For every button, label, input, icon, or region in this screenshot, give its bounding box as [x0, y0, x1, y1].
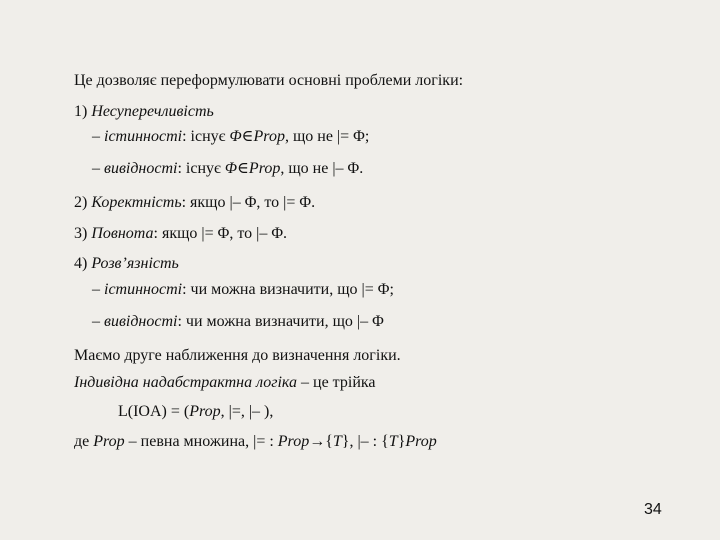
formula-pre: L(IOA) = ( — [118, 403, 190, 420]
prop-symbol: Prop — [93, 433, 125, 450]
where-mid: – певна множина, |= : — [124, 433, 278, 450]
subitem-pre: : існує — [182, 128, 230, 145]
subitem-truth-decidability — [92, 280, 394, 300]
subitem-term: істинності — [104, 128, 183, 145]
definition-term: Індивідна надабстрактна логіка — [74, 374, 298, 391]
subitem-derivability — [92, 159, 363, 179]
item-title: Повнота — [91, 225, 154, 242]
prop-symbol: Prop — [248, 160, 281, 177]
where-pre: де — [74, 433, 94, 450]
item-completeness — [74, 224, 287, 244]
item-number: 4) — [74, 255, 88, 272]
where-line — [74, 432, 437, 452]
item-text: : якщо |= Φ, то |– Φ. — [153, 225, 288, 242]
item-text: : якщо |– Φ, то |= Φ. — [181, 194, 316, 211]
phi-symbol: Φ∈ — [224, 160, 249, 177]
phi-symbol: Φ∈ — [229, 128, 254, 145]
subitem-post: : чи можна визначити, що |– Φ — [177, 313, 384, 330]
subitem-pre: : існує — [177, 160, 225, 177]
subitem-term: істинності — [104, 281, 183, 298]
brace-close: } — [397, 433, 406, 450]
item-title: Несуперечливість — [91, 103, 214, 120]
subitem-truth — [92, 127, 369, 147]
dash: – — [92, 128, 100, 145]
logic-formula — [118, 402, 273, 422]
dash: – — [92, 281, 100, 298]
item-title: Розв’язність — [91, 255, 179, 272]
item-decidability — [74, 254, 179, 274]
item-number: 1) — [74, 103, 88, 120]
prop-symbol: Prop — [405, 433, 437, 450]
subitem-post: , що не |= Φ; — [284, 128, 370, 145]
item-title: Коректність — [91, 194, 182, 211]
intro-text: Це дозволяє переформулювати основні проблеми логіки: — [74, 72, 464, 89]
truth-set-symbol: T — [388, 433, 398, 450]
subitem-derivability-decidability — [92, 312, 384, 332]
item-number: 3) — [74, 225, 88, 242]
definition-rest: – це трійка — [297, 374, 376, 391]
subitem-post: : чи можна визначити, що |= Φ; — [182, 281, 394, 298]
prop-symbol: Prop — [277, 433, 310, 450]
truth-set-symbol: T — [332, 433, 342, 450]
page-number: 34 — [644, 501, 662, 518]
dash: – — [92, 160, 100, 177]
arrow-symbol: →{ — [309, 433, 333, 450]
formula-post: , |=, |– ), — [220, 403, 274, 420]
approximation-text: Маємо друге наближення до визначення логіки. — [74, 347, 401, 364]
subitem-post: , що не |– Φ. — [280, 160, 364, 177]
subitem-term: вивідності — [104, 313, 178, 330]
where-mid: }, |– : { — [341, 433, 389, 450]
item-soundness — [74, 193, 315, 213]
prop-symbol: Prop — [189, 403, 221, 420]
dash: – — [92, 313, 100, 330]
item-number: 2) — [74, 194, 88, 211]
item-consistency — [74, 102, 214, 122]
subitem-term: вивідності — [104, 160, 178, 177]
definition-line — [74, 373, 376, 393]
prop-symbol: Prop — [253, 128, 285, 145]
